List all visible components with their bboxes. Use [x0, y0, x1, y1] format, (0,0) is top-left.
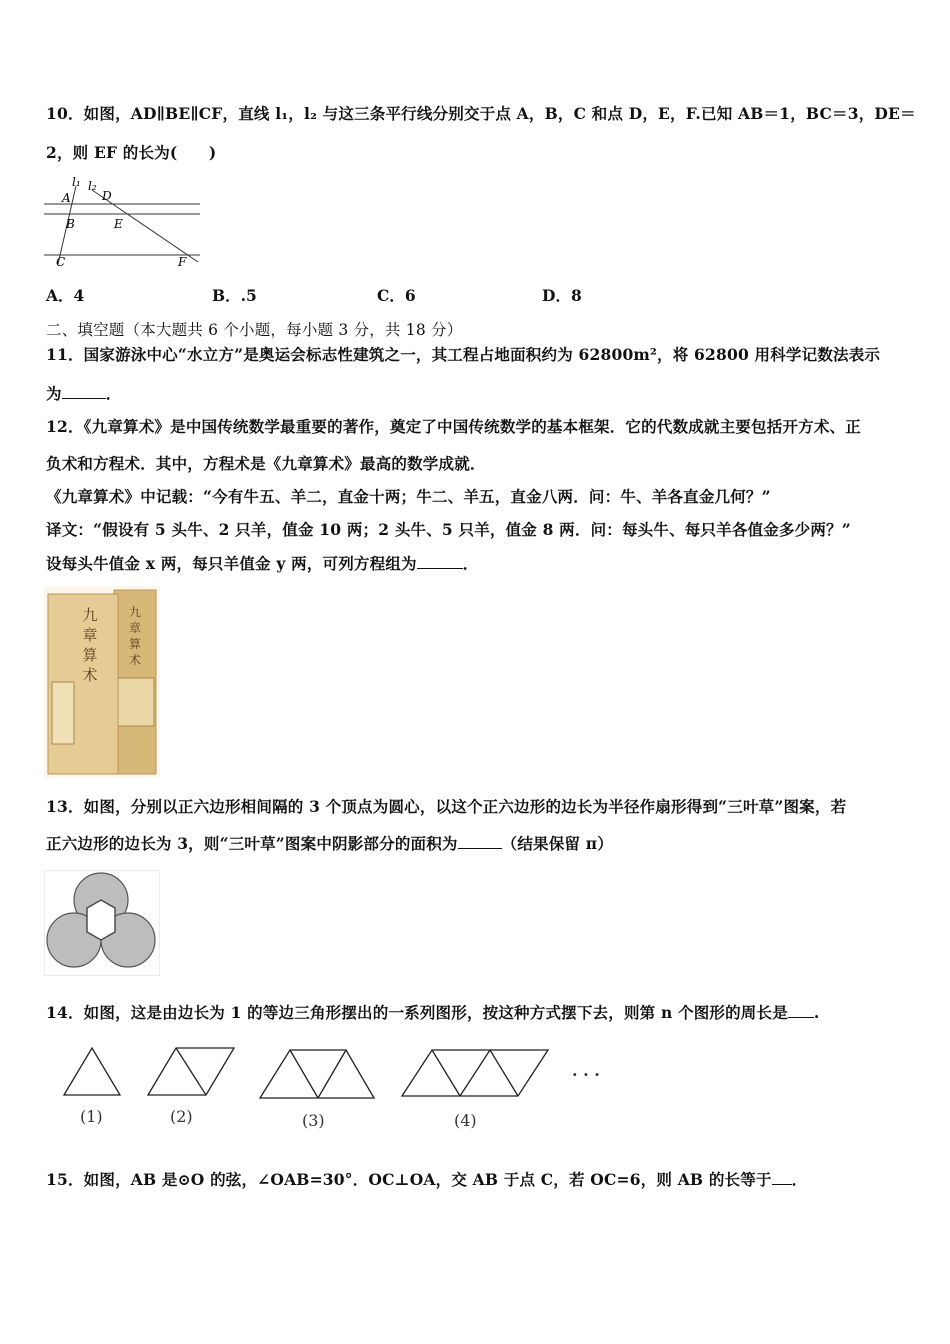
option-b: B．.5 [212, 286, 257, 305]
q11-text-line2: 为 ． [46, 384, 122, 403]
answer-blank [458, 834, 502, 849]
book-title-char-2: 章 [82, 626, 98, 644]
parallel-lines-figure [44, 176, 204, 268]
book-title-char-3: 算 [82, 646, 98, 664]
label-D: D [102, 189, 112, 203]
q12-text-line5: 设每头牛值金 x 两，每只羊值金 y 两，可列方程组为 ． [46, 554, 479, 573]
label-F: F [178, 255, 187, 268]
book-image [44, 586, 160, 778]
answer-blank [788, 1003, 814, 1018]
caption-4: (4) [454, 1111, 477, 1130]
label-l2: l₂ [88, 179, 97, 193]
q13-text-line2: 正六边形的边长为 3，则“三叶草”图案中阴影部分的面积为 （结果保留 π） [46, 834, 613, 853]
label-B: B [66, 217, 75, 231]
caption-3: (3) [302, 1111, 325, 1130]
ellipsis: · · · [572, 1065, 600, 1084]
q12-text-line3: 《九章算术》中记载：“今有牛五、羊二，直金十两；牛二、羊五，直金八两．问：牛、羊各直金几何？” [46, 487, 771, 506]
q12-text-line2: 负术和方程术．其中，方程术是《九章算术》最高的数学成就． [46, 454, 486, 473]
spine-char-3: 算 [128, 637, 142, 651]
q10-text-line1: 10．如图，AD∥BE∥CF，直线 l₁，l₂ 与这三条平行线分别交于点 A，B，C 和点 D，E，F.已知 AB＝1，BC＝3，DE＝ [46, 104, 916, 123]
label-l1: l₁ [72, 176, 81, 189]
q12-text-line4: 译文：“假设有 5 头牛、2 只羊，值金 10 两；2 头牛、5 只羊，值金 8 两．问：每头牛、每只羊各值金多少两？” [46, 520, 851, 539]
section-heading: 二、填空题（本大题共 6 个小题，每小题 3 分，共 18 分） [46, 321, 463, 339]
q12-text-line1: 12．《九章算术》是中国传统数学最重要的著作，奠定了中国传统数学的基本框架．它的代数成就主要包括开方术、正 [46, 417, 861, 436]
book-title-char-4: 术 [82, 666, 98, 684]
triangle-fig-1 [64, 1048, 120, 1095]
spine-char-1: 九 [128, 605, 142, 619]
label-C: C [56, 255, 66, 268]
label-E: E [114, 217, 123, 231]
trapezoid-fig-3 [260, 1050, 374, 1098]
option-a: A．4 [46, 286, 85, 305]
caption-1: (1) [80, 1107, 103, 1126]
triangle-sequence-figure [56, 1040, 616, 1136]
answer-blank [62, 384, 106, 399]
option-c: C．6 [377, 286, 416, 305]
hexagon [87, 900, 115, 940]
q13-text-line1: 13．如图，分别以正六边形相间隔的 3 个顶点为圆心，以这个正六边形的边长为半径作扇形得到“三叶草”图案，若 [46, 797, 847, 816]
q10-text-line2: 2，则 EF 的长为( ) [46, 143, 217, 162]
q14-text-line1: 14．如图，这是由边长为 1 的等边三角形摆出的一系列图形，按这种方式摆下去，则第 n 个图形的周长是 . [46, 1003, 820, 1022]
q15-text-line1: 15．如图，AB 是⊙O 的弦，∠OAB=30°．OC⊥OA，交 AB 于点 C，若 OC=6，则 AB 的长等于 ． [46, 1170, 808, 1189]
caption-2: (2) [170, 1107, 193, 1126]
spine-char-2: 章 [128, 621, 142, 635]
q11-text-line1: 11．国家游泳中心“水立方”是奥运会标志性建筑之一，其工程占地面积约为 62800m²，将 62800 用科学记数法表示 [46, 345, 881, 364]
spine-char-4: 术 [128, 653, 142, 667]
trefoil-figure [44, 870, 160, 976]
book-title-char-1: 九 [82, 606, 98, 624]
option-d: D．8 [542, 286, 582, 305]
label-A: A [62, 191, 71, 205]
answer-blank [417, 554, 463, 569]
answer-blank [772, 1170, 792, 1185]
